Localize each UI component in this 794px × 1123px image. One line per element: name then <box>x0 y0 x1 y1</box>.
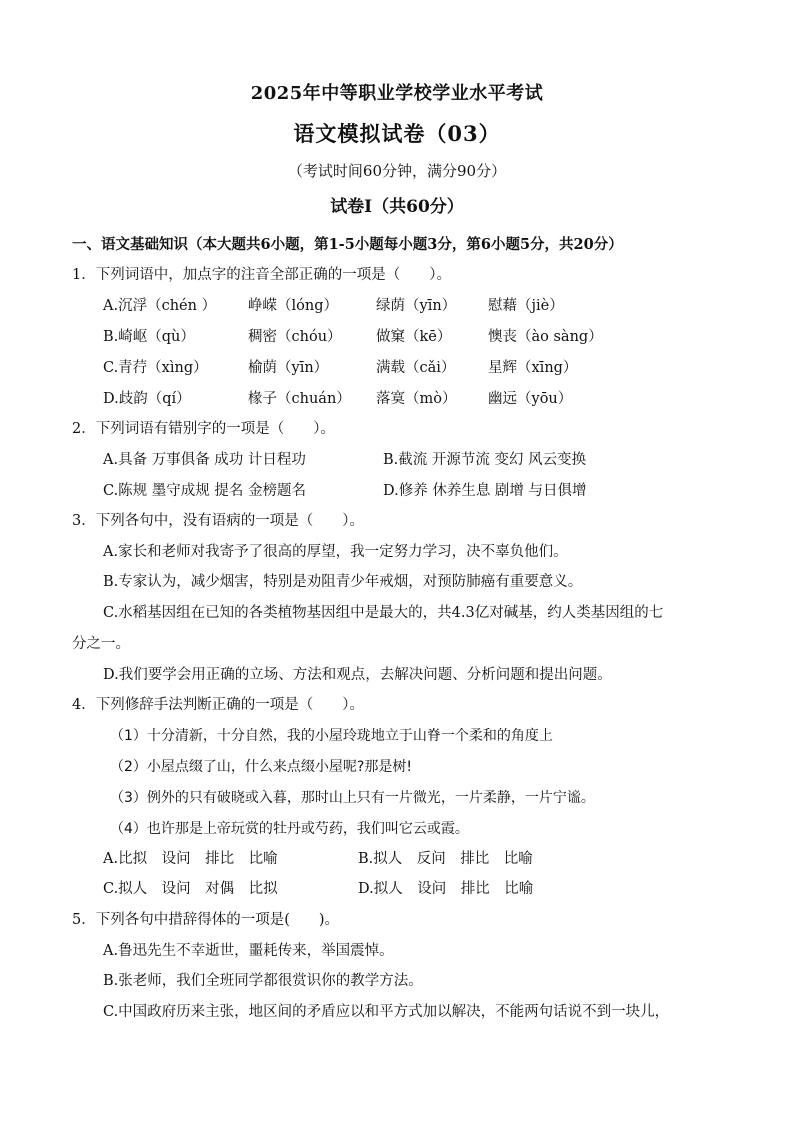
exam-note: （考试时间60分钟，满分90分） <box>287 162 507 180</box>
option-c-continued: 分之一。 <box>72 636 130 652</box>
paper-title: 语文模拟试卷（03） <box>293 121 501 146</box>
option-cell: D.歧韵（qí） <box>103 391 191 407</box>
option-b: B.专家认为，减少烟害，特别是劝阻青少年戒烟，对预防肺癌有重要意义。 <box>103 574 583 590</box>
passage-line: （1）十分清新，十分自然，我的小屋玲珑地立于山脊一个柔和的角度上 <box>110 728 553 744</box>
option-c: C.中国政府历来主张，地区间的矛盾应以和平方式加以解决，不能两句话说不到一块儿， <box>103 1004 670 1020</box>
question-4-stem: 4．下列修辞手法判断正确的一项是（ ）。 <box>72 697 364 713</box>
option-d: D.修养 休养生息 剧增 与日俱增 <box>383 483 587 499</box>
option-c: C.水稻基因组在已知的各类植物基因组中是最大的，共4.3亿对碱基，约人类基因组的七 <box>103 605 664 621</box>
option-cell: 峥嵘（lóng） <box>248 298 338 314</box>
option-cell: 满载（cǎi） <box>376 360 456 376</box>
option-cell: 绿荫（yīn） <box>376 298 457 314</box>
option-cell: 星辉（xīng） <box>488 360 578 376</box>
option-cell: C.青荇（xìng） <box>103 360 208 376</box>
passage-line: （3）例外的只有破晓或入暮，那时山上只有一片微光，一片柔静，一片宁谧。 <box>110 790 595 806</box>
option-b: B.张老师，我们全班同学都很赏识你的教学方法。 <box>103 973 423 989</box>
option-cell: 稠密（chóu） <box>248 329 342 345</box>
passage-line: （2）小屋点缀了山，什么来点缀小屋呢?那是树! <box>110 759 412 775</box>
option-cell: 椽子（chuán） <box>248 391 351 407</box>
question-5-stem: 5．下列各句中措辞得体的一项是( )。 <box>72 912 340 928</box>
option-d: D.拟人 设问 排比 比喻 <box>358 881 534 897</box>
option-cell: 慰藉（jiè） <box>488 298 564 314</box>
option-a: A.家长和老师对我寄予了很高的厚望，我一定努力学习，决不辜负他们。 <box>103 544 568 560</box>
question-1-stem: 1．下列词语中，加点字的注音全部正确的一项是（ ）。 <box>72 267 451 283</box>
option-b: B.拟人 反问 排比 比喻 <box>358 851 533 867</box>
option-cell: 幽远（yōu） <box>488 391 573 407</box>
question-3-stem: 3．下列各句中，没有语病的一项是（ ）。 <box>72 513 364 529</box>
option-cell: 落寞（mò） <box>376 391 457 407</box>
question-2-stem: 2．下列词语有错别字的一项是（ ）。 <box>72 421 335 437</box>
option-c: C.陈规 墨守成规 提名 金榜题名 <box>103 483 307 499</box>
passage-line: （4）也许那是上帝玩赏的牡丹或芍药，我们叫它云或霞。 <box>110 821 469 837</box>
option-a: A.比拟 设问 排比 比喻 <box>103 851 278 867</box>
option-cell: 懊丧（ào sàng） <box>488 329 603 345</box>
option-cell: 榆荫（yīn） <box>248 360 329 376</box>
option-a: A.具备 万事俱备 成功 计日程功 <box>103 452 306 468</box>
part-heading: 试卷Ⅰ（共60分） <box>330 197 464 217</box>
option-a: A.鲁迅先生不幸逝世，噩耗传来，举国震悼。 <box>103 943 394 959</box>
option-c: C.拟人 设问 对偶 比拟 <box>103 881 278 897</box>
exam-title: 2025年中等职业学校学业水平考试 <box>250 83 544 104</box>
option-cell: A.沉浮（chén ） <box>103 298 217 314</box>
section-heading: 一、语文基础知识（本大题共6小题，第1-5小题每小题3分，第6小题5分，共20分） <box>72 236 623 253</box>
option-b: B.截流 开源节流 变幻 风云变换 <box>383 452 587 468</box>
option-cell: B.崎岖（qù） <box>103 329 195 345</box>
option-cell: 做窠（kē） <box>376 329 452 345</box>
option-d: D.我们要学会用正确的立场、方法和观点，去解决问题、分析问题和提出问题。 <box>103 667 612 683</box>
